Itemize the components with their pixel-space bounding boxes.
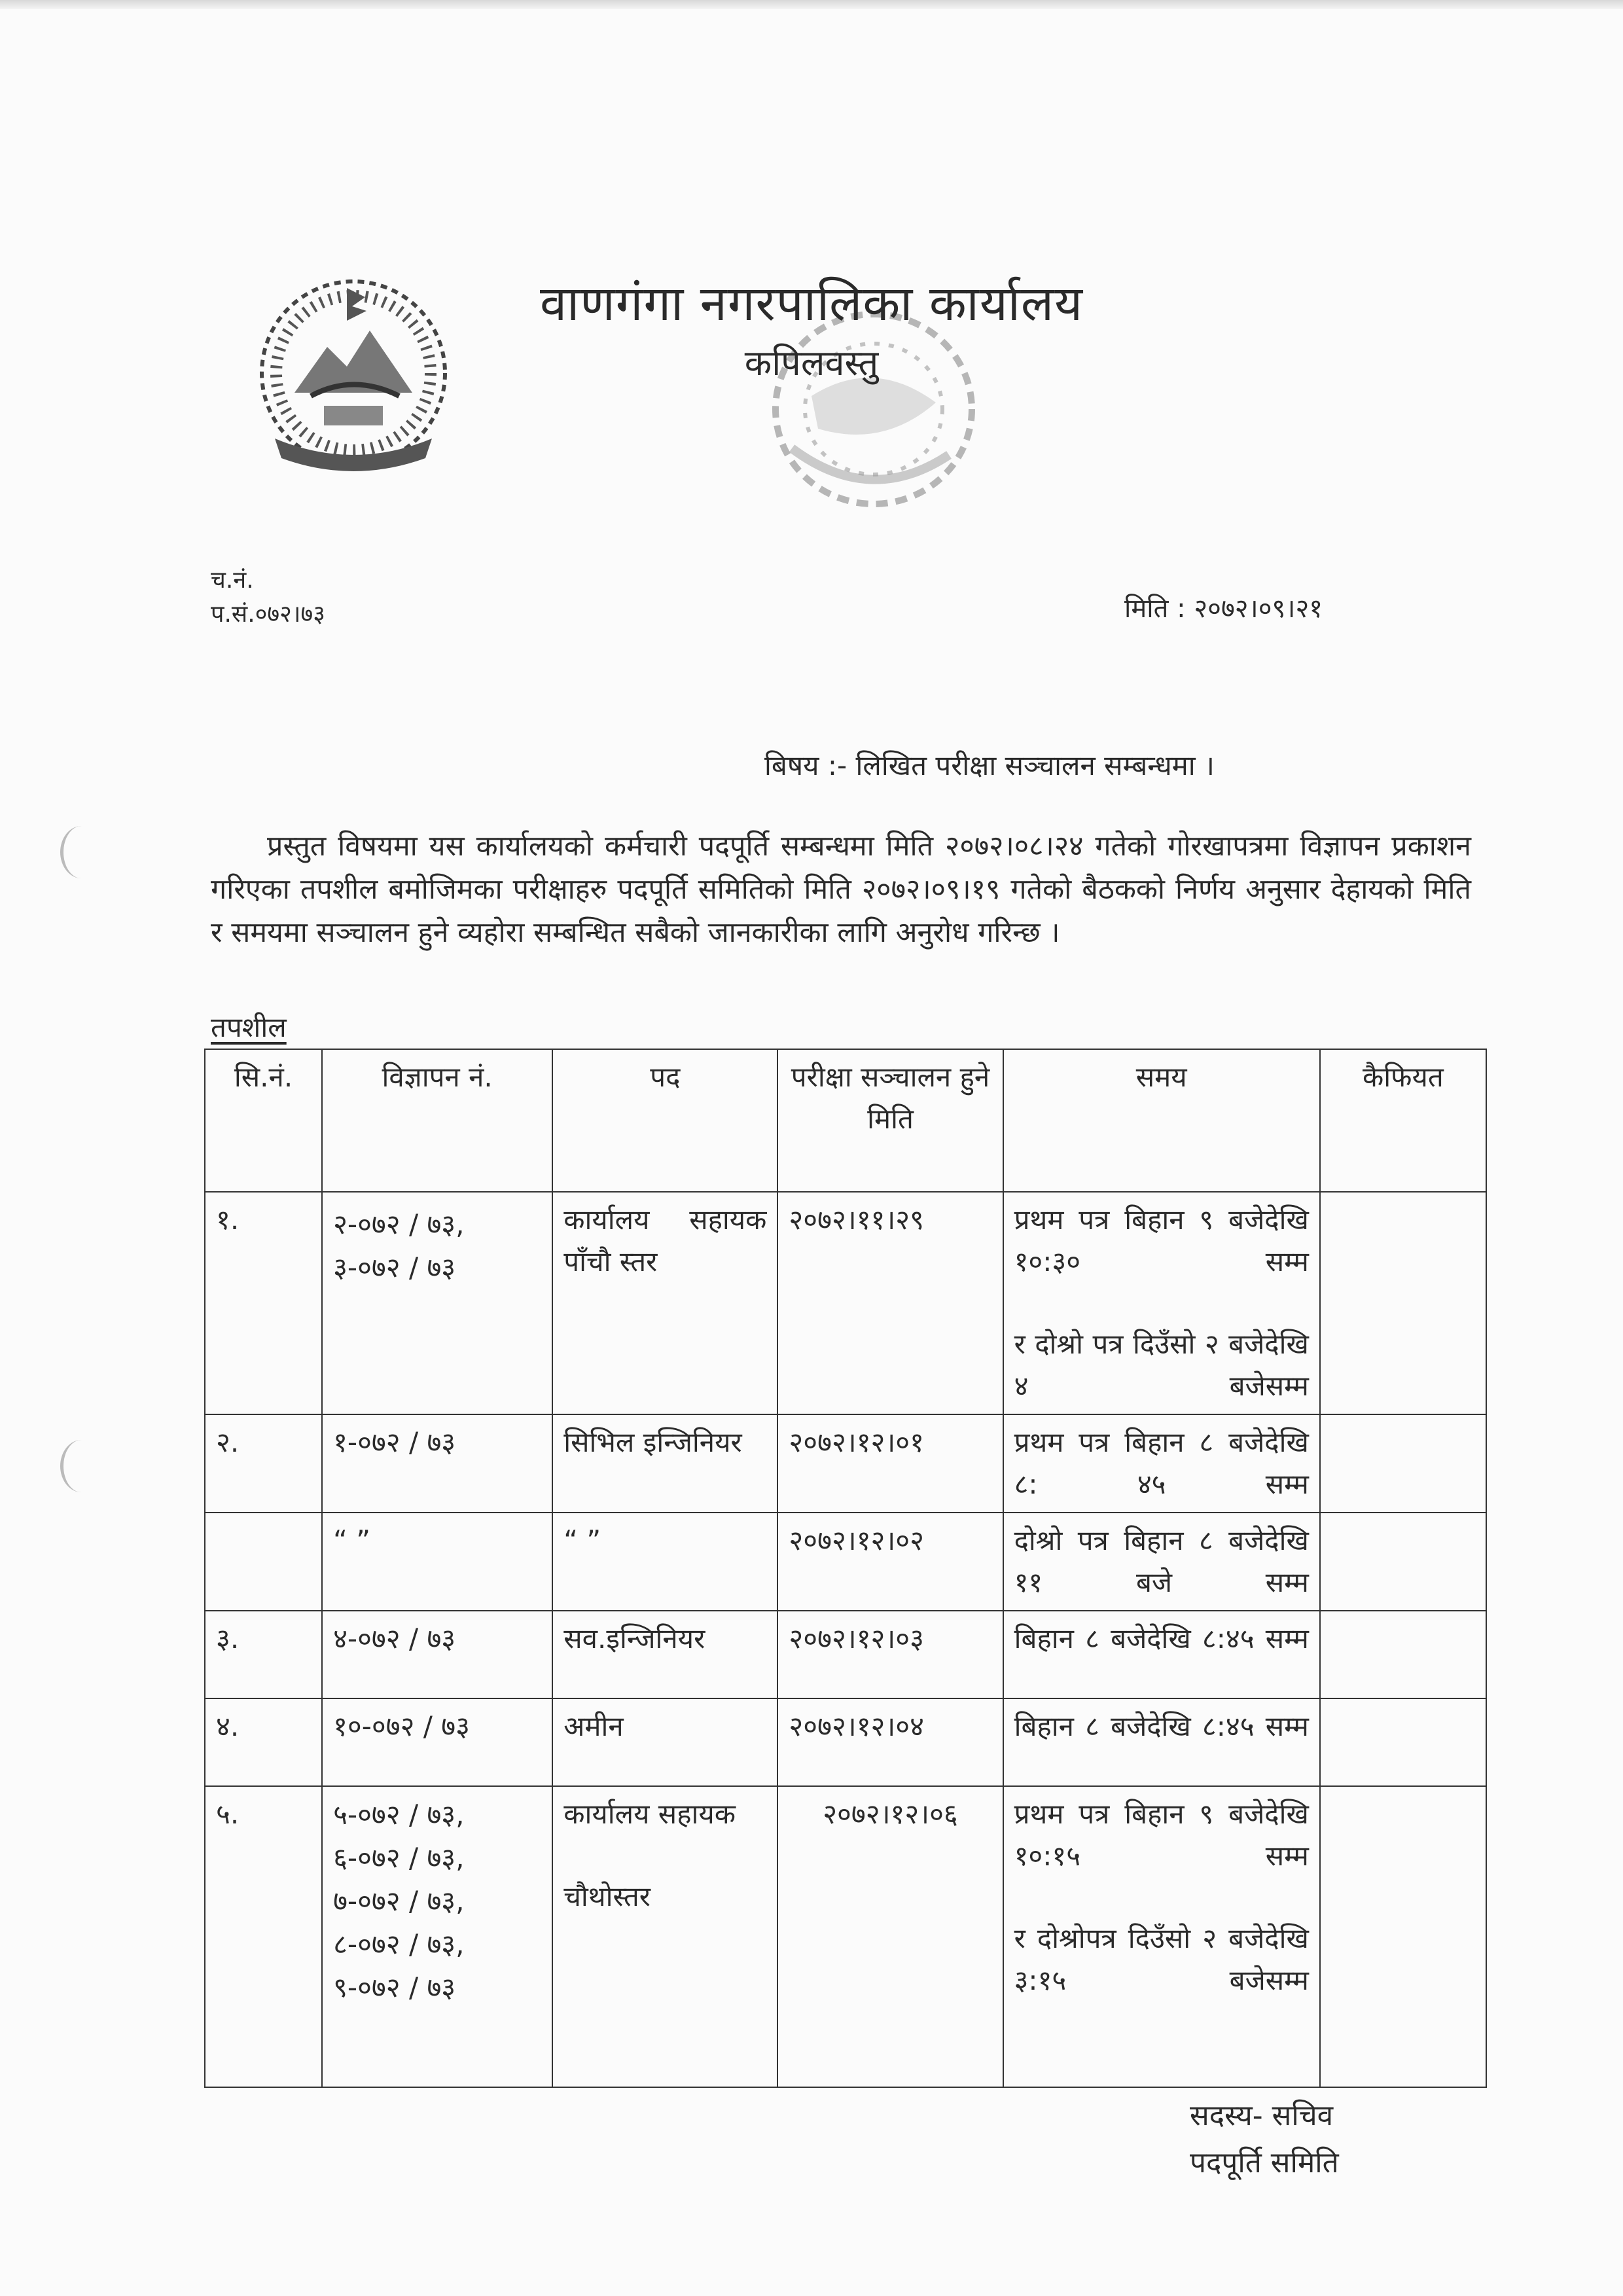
time-second-paper: र दोश्रो पत्र दिउँसो २ बजेदेखि ४ बजेसम्म bbox=[1014, 1328, 1309, 1402]
advert-cell bbox=[322, 1414, 552, 1513]
advert-number: ८-०७२ / ७३, bbox=[333, 1928, 465, 1960]
exam-date-cell: २०७२।१२।०३ bbox=[777, 1611, 1003, 1698]
table-row bbox=[205, 1414, 1486, 1513]
column-header: कैफियत bbox=[1320, 1049, 1486, 1192]
exam-date-cell: २०७२।१२।०४ bbox=[777, 1698, 1003, 1786]
advert-number: २-०७२ / ७३, bbox=[333, 1208, 465, 1240]
advert-number: ५-०७२ / ७३, bbox=[333, 1799, 465, 1831]
column-header: विज्ञापन नं. bbox=[322, 1049, 552, 1192]
time-cell: बिहान ८ बजेदेखि ८:४५ सम्म bbox=[1003, 1698, 1320, 1786]
time-cell bbox=[1003, 1192, 1320, 1414]
post-cell: कार्यालय सहायक पाँचौ स्तर bbox=[552, 1192, 777, 1414]
serial-cell: १. bbox=[205, 1192, 322, 1414]
letter-body bbox=[211, 825, 1471, 954]
time-second-paper: र दोश्रोपत्र दिउँसो २ बजेदेखि ३:१५ बजेसम्म bbox=[1014, 1922, 1309, 1996]
advert-cell bbox=[322, 1698, 552, 1786]
advert-number: ४-०७२ / ७३ bbox=[333, 1623, 456, 1655]
remarks-cell bbox=[1320, 1414, 1486, 1513]
post-cell: अमीन bbox=[552, 1698, 777, 1786]
post-cell bbox=[552, 1786, 777, 2087]
exam-date-cell: २०७२।१२।०२ bbox=[777, 1513, 1003, 1611]
column-header: समय bbox=[1003, 1049, 1320, 1192]
time-cell: प्रथम पत्र बिहान ८ बजेदेखि ८: ४५ सम्म bbox=[1003, 1414, 1320, 1513]
remarks-cell bbox=[1320, 1786, 1486, 2087]
exam-date-cell: २०७२।१२।०१ bbox=[777, 1414, 1003, 1513]
advert-number: १०-०७२ / ७३ bbox=[333, 1710, 470, 1742]
signatory-role: सदस्य- सचिव bbox=[1190, 2099, 1334, 2132]
serial-cell: ३. bbox=[205, 1611, 322, 1698]
table-row bbox=[205, 1192, 1486, 1414]
remarks-cell bbox=[1320, 1698, 1486, 1786]
advert-number: ७-०७२ / ७३, bbox=[333, 1885, 465, 1917]
annex-label: तपशील bbox=[211, 1011, 287, 1043]
column-header: परीक्षा सञ्चालन हुने मिति bbox=[777, 1049, 1003, 1192]
letter-subject: बिषय :- लिखित परीक्षा सञ्चालन सम्बन्धमा । bbox=[764, 749, 1215, 781]
table-row bbox=[205, 1786, 1486, 2087]
letter-body-text: प्रस्तुत विषयमा यस कार्यालयको कर्मचारी पदपूर्ति सम्बन्धमा मिति २०७२।०८।२४ गतेको गोरखापत्रमा विज्ञापन प्रकाशन गरिएका तपशील बमोजिमका परीक्षाहरु पदपूर्ति समितिको मिति २०७२।०९।१९ गतेको बैठकको निर्णय अनुसार देहायको मिति र समयमा सञ्चालन हुने व्यहोरा सम्बन्धित सबैको जानकारीका लागि अनुरोध गरिन्छ । bbox=[211, 830, 1471, 949]
signatory-committee: पदपूर्ति समिति bbox=[1190, 2146, 1339, 2179]
post-cell: “ ” bbox=[552, 1513, 777, 1611]
time-cell bbox=[1003, 1786, 1320, 2087]
advert-number: ३-०७२ / ७३ bbox=[333, 1251, 456, 1283]
punch-hole-mark bbox=[60, 1440, 103, 1492]
post-level: चौथोस्तर bbox=[563, 1880, 651, 1912]
serial-cell: ५. bbox=[205, 1786, 322, 2087]
table-header-row bbox=[205, 1049, 1486, 1192]
advert-cell bbox=[322, 1513, 552, 1611]
exam-date-cell: २०७२।१२।०६ bbox=[777, 1786, 1003, 2087]
remarks-cell bbox=[1320, 1192, 1486, 1414]
serial-cell: २. bbox=[205, 1414, 322, 1513]
advert-cell bbox=[322, 1786, 552, 2087]
post-name: कार्यालय सहायक bbox=[563, 1798, 736, 1830]
advert-cell bbox=[322, 1192, 552, 1414]
post-cell: सिभिल इन्जिनियर bbox=[552, 1414, 777, 1513]
scan-top-edge bbox=[0, 0, 1623, 9]
advert-number: ९-०७२ / ७३ bbox=[333, 1971, 456, 2003]
dispatch-number: च.नं. bbox=[211, 567, 254, 594]
remarks-cell bbox=[1320, 1611, 1486, 1698]
column-header: सि.नं. bbox=[205, 1049, 322, 1192]
exam-schedule-table bbox=[204, 1049, 1487, 2088]
serial-cell: ४. bbox=[205, 1698, 322, 1786]
punch-hole-mark bbox=[60, 826, 103, 878]
fiscal-year: प.सं.०७२।७३ bbox=[211, 601, 325, 628]
ditto-mark: “ ” bbox=[333, 1524, 370, 1556]
column-header: पद bbox=[552, 1049, 777, 1192]
exam-date-cell: २०७२।११।२९ bbox=[777, 1192, 1003, 1414]
district-name: कपिलवस्तु bbox=[744, 342, 879, 384]
time-cell: बिहान ८ बजेदेखि ८:४५ सम्म bbox=[1003, 1611, 1320, 1698]
time-first-paper: प्रथम पत्र बिहान ९ बजेदेखि १०:३० सम्म bbox=[1014, 1204, 1309, 1278]
remarks-cell bbox=[1320, 1513, 1486, 1611]
serial-cell bbox=[205, 1513, 322, 1611]
office-name: वाणगंगा नगरपालिका कार्यालय bbox=[539, 276, 1084, 332]
table-row bbox=[205, 1698, 1486, 1786]
table-row bbox=[205, 1611, 1486, 1698]
advert-cell bbox=[322, 1611, 552, 1698]
letter-date: मिति : २०७२।०९।२१ bbox=[1124, 594, 1323, 624]
post-cell: सव.इन्जिनियर bbox=[552, 1611, 777, 1698]
advert-number: ६-०७२ / ७३, bbox=[333, 1842, 465, 1874]
time-cell: दोश्रो पत्र बिहान ८ बजेदेखि ११ बजे सम्म bbox=[1003, 1513, 1320, 1611]
table-row bbox=[205, 1513, 1486, 1611]
advert-number: १-०७२ / ७३ bbox=[333, 1426, 456, 1458]
time-first-paper: प्रथम पत्र बिहान ९ बजेदेखि १०:१५ सम्म bbox=[1014, 1798, 1309, 1872]
